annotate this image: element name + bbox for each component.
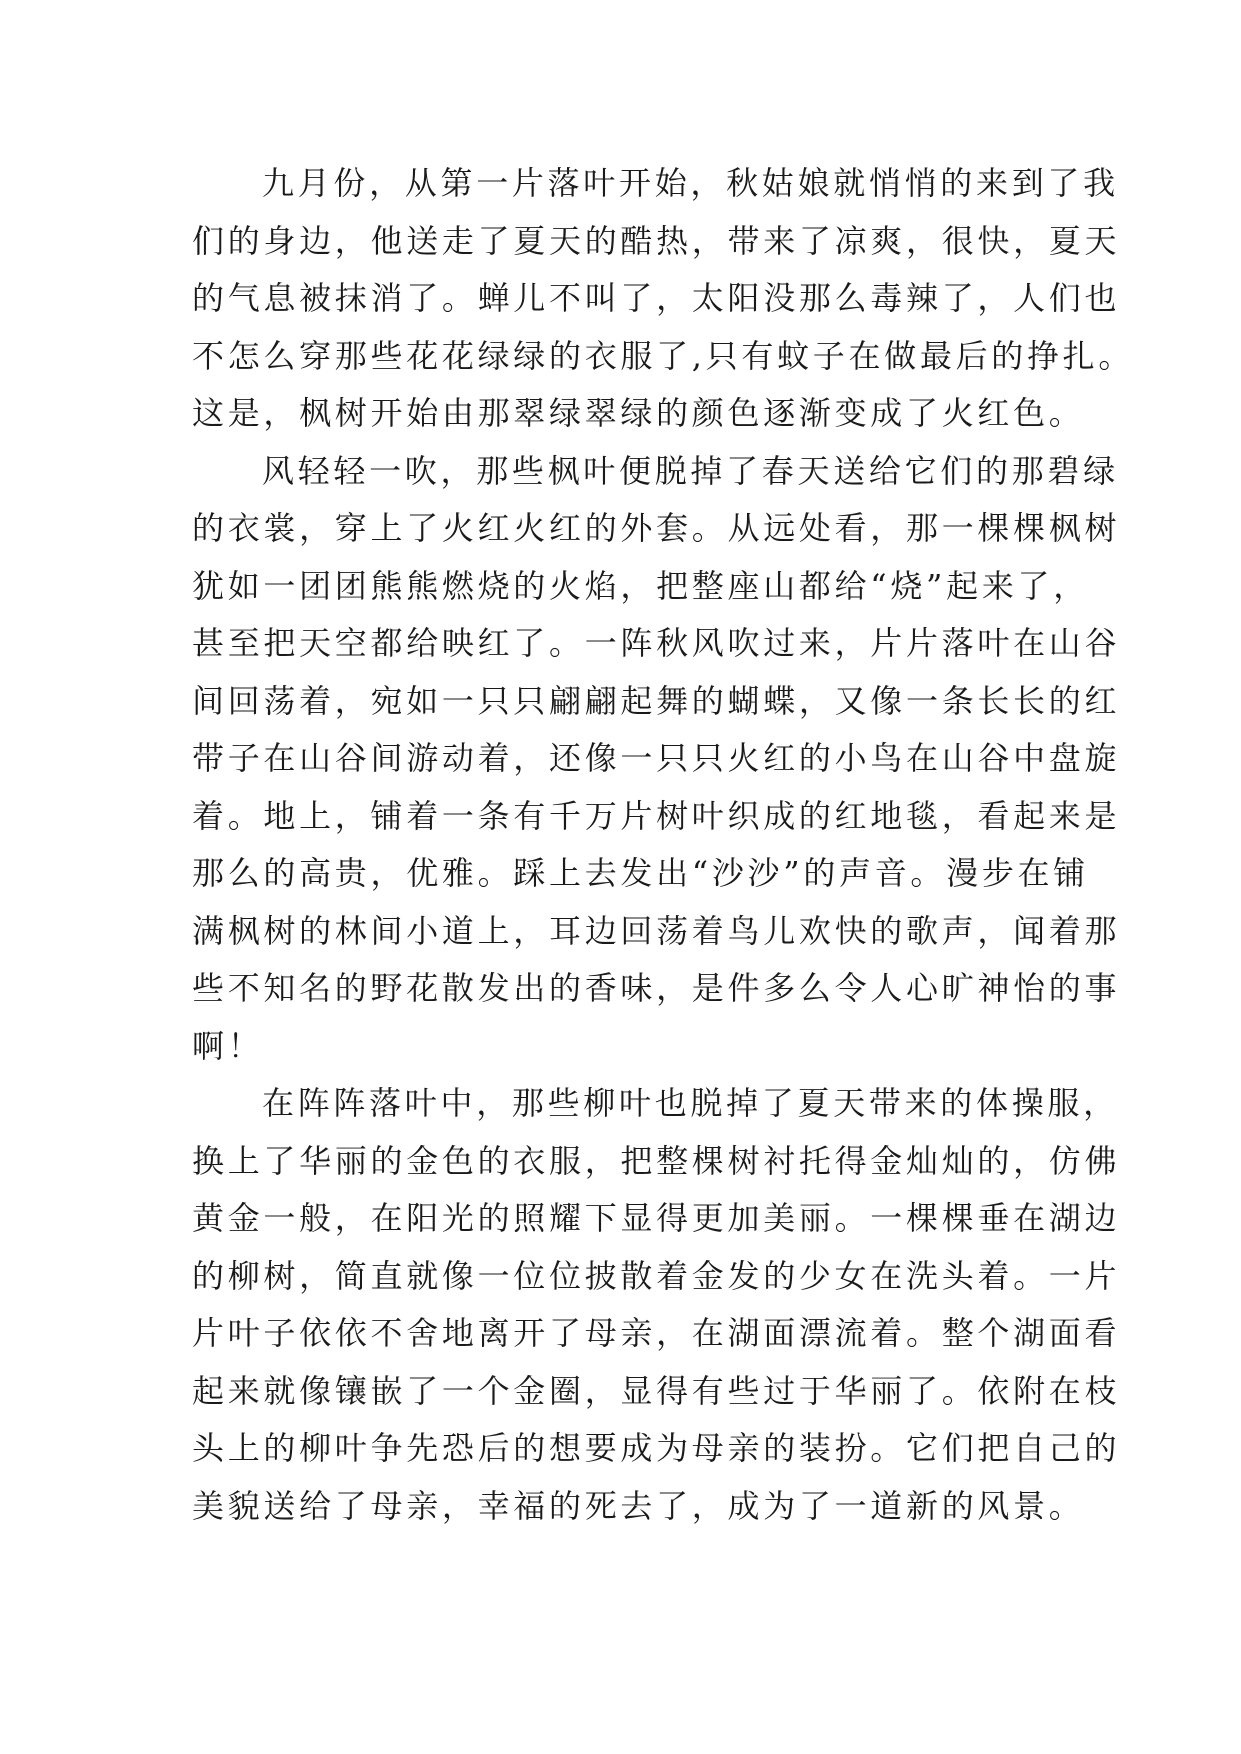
paragraph-line: 们的身边，他送走了夏天的酷热，带来了凉爽，很快，夏天	[192, 221, 1121, 260]
paragraph-line: 美貌送给了母亲，幸福的死去了，成为了一道新的风景。	[192, 1486, 1085, 1525]
paragraph-1	[192, 155, 1135, 443]
paragraph-line: 带子在山谷间游动着，还像一只只火红的小鸟在山谷中盘旋	[192, 739, 1121, 777]
paragraph-line: 这是，枫树开始由那翠绿翠绿的颜色逐渐变成了火红色。	[192, 394, 1085, 432]
paragraph-line: 头上的柳叶争先恐后的想要成为母亲的装扮。它们把自己的	[192, 1429, 1121, 1467]
paragraph-line: 不怎么穿那些花花绿绿的衣服了,只有蚊子在做最后的挣扎。	[192, 336, 1135, 375]
paragraph-line: 的气息被抹消了。蝉儿不叫了，太阳没那么毒辣了，人们也	[192, 279, 1121, 317]
essay-body	[192, 155, 1135, 1535]
paragraph-line: 的衣裳，穿上了火红火红的外套。从远处看，那一棵棵枫树	[192, 509, 1121, 547]
paragraph-line: 满枫树的林间小道上，耳边回荡着鸟儿欢快的歌声，闻着那	[192, 911, 1121, 950]
paragraph-line: 片叶子依依不舍地离开了母亲，在湖面漂流着。整个湖面看	[192, 1314, 1121, 1352]
paragraph-line: 那么的高贵，优雅。踩上去发出“沙沙”的声音。漫步在铺	[192, 854, 1089, 892]
paragraph-line: 九月份，从第一片落叶开始，秋姑娘就悄悄的来到了我	[262, 164, 1119, 202]
paragraph-3	[192, 1075, 1121, 1535]
paragraph-line: 甚至把天空都给映红了。一阵秋风吹过来，片片落叶在山谷	[192, 624, 1121, 662]
paragraph-line: 啊！	[192, 1026, 264, 1065]
paragraph-line: 在阵阵落叶中，那些柳叶也脱掉了夏天带来的体操服，	[262, 1084, 1119, 1122]
paragraph-line: 些不知名的野花散发出的香味，是件多么令人心旷神怡的事	[192, 969, 1121, 1007]
paragraph-line: 起来就像镶嵌了一个金圈，显得有些过于华丽了。依附在枝	[192, 1371, 1121, 1410]
paragraph-line: 着。地上，铺着一条有千万片树叶织成的红地毯，看起来是	[192, 796, 1121, 835]
paragraph-line: 的柳树，简直就像一位位披散着金发的少女在洗头着。一片	[192, 1256, 1121, 1295]
paragraph-line: 犹如一团团熊熊燃烧的火焰，把整座山都给“烧”起来了，	[192, 566, 1089, 605]
paragraph-2	[192, 443, 1121, 1076]
paragraph-line: 间回荡着，宛如一只只翩翩起舞的蝴蝶，又像一条长长的红	[192, 681, 1121, 720]
paragraph-line: 换上了华丽的金色的衣服，把整棵树衬托得金灿灿的，仿佛	[192, 1141, 1121, 1180]
paragraph-line: 风轻轻一吹，那些枫叶便脱掉了春天送给它们的那碧绿	[262, 451, 1119, 490]
paragraph-line: 黄金一般，在阳光的照耀下显得更加美丽。一棵棵垂在湖边	[192, 1199, 1121, 1237]
